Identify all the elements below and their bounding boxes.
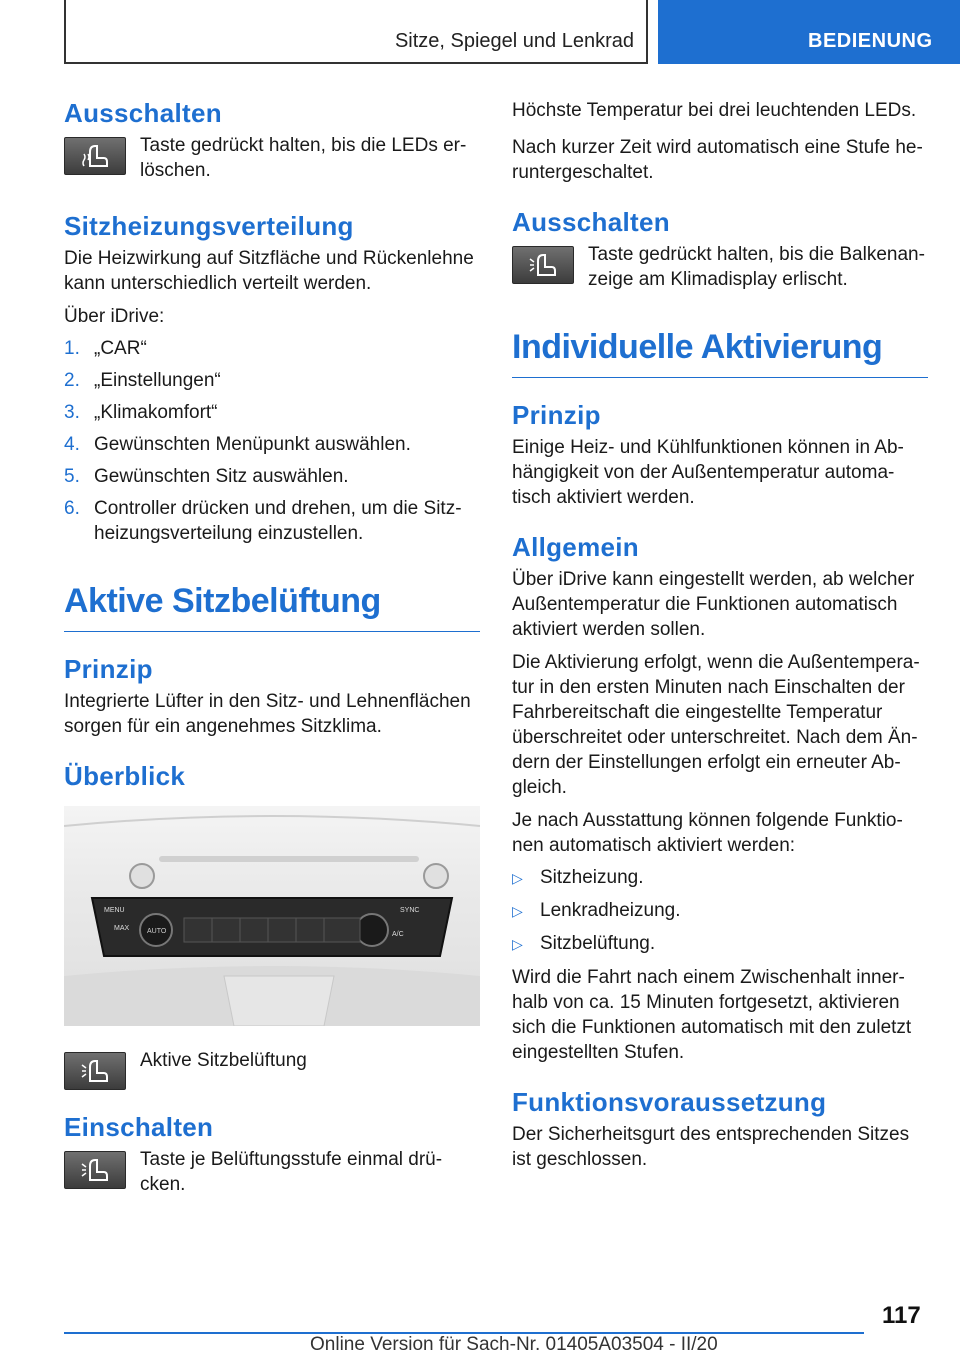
- panel-ac-label: A/C: [392, 931, 404, 938]
- temperature-text: Höchste Temperatur bei drei leuchtenden LEDs.: [512, 100, 917, 121]
- header-tab: [658, 0, 960, 64]
- seat-ventilation-key-icon: [64, 1052, 126, 1090]
- header-tab-label: BEDIENUNG: [808, 30, 933, 52]
- panel-sync-label: SYNC: [400, 907, 420, 914]
- ausschalten-row: [64, 133, 480, 183]
- caption-row: [64, 1048, 480, 1090]
- heading-allgemein: Allgemein: [512, 532, 639, 562]
- einschalten-text: Taste je Belüftungsstufe einmal drü‐cken.: [140, 1149, 443, 1195]
- list-item: 5. Gewünschten Sitz auswählen.: [64, 466, 349, 487]
- prinzip-text: Integrierte Lüfter in den Sitz- und Lehnenflächen sorgen für ein angenehmes Sitzklima.: [64, 691, 471, 737]
- ausschalten-row: [512, 242, 928, 292]
- heading-funktionsvoraussetzung: Funktionsvoraussetzung: [512, 1087, 827, 1117]
- heading-einschalten: Einschalten: [64, 1112, 214, 1142]
- seat-ventilation-key-icon: [512, 246, 574, 284]
- heading-aktive-sitzbelueftung: Aktive Sitzbelüftung: [64, 568, 480, 632]
- list-item: ▷ Sitzbelüftung.: [512, 931, 928, 957]
- list-item: 3. „Klimakomfort“: [64, 402, 218, 423]
- prinzip-text: Einige Heiz- und Kühlfunktionen können in Ab‐hängigkeit von der Außentemperatur automa‐tisch aktiviert werden.: [512, 437, 904, 508]
- panel-auto-label: AUTO: [147, 928, 167, 935]
- allgemein-text-1: Über iDrive kann eingestellt werden, ab welcher Außentemperatur die Funktionen automatisch aktiviert werden sollen.: [512, 569, 915, 640]
- heading-sitzheizungsverteilung: Sitzheizungsverteilung: [64, 211, 354, 241]
- allgemein-text-3: Je nach Ausstattung können folgende Funktio‐nen automatisch aktiviert werden:: [512, 810, 903, 856]
- funktion-text: Der Sicherheitsgurt des entsprechenden Sitzes ist geschlossen.: [512, 1124, 910, 1170]
- photo-caption: Aktive Sitzbelüftung: [140, 1050, 307, 1071]
- heading-prinzip: Prinzip: [512, 400, 601, 430]
- heading-ueberblick: Überblick: [64, 761, 186, 791]
- climate-panel-drawing: [64, 806, 480, 1026]
- ausschalten-text: Taste gedrückt halten, bis die Balkenan‐zeige am Klimadisplay erlischt.: [588, 244, 925, 290]
- page-number: 117: [882, 1302, 921, 1329]
- panel-menu-label: MENU: [104, 907, 125, 914]
- footer-version: Online Version für Sach-Nr. 01405A03504 - II/20: [310, 1334, 718, 1355]
- list-item: 1. „CAR“: [64, 338, 147, 359]
- header-section-box: [64, 0, 648, 64]
- heading-ausschalten: Ausschalten: [64, 98, 222, 128]
- list-item: 2. „Einstellungen“: [64, 370, 221, 391]
- heading-prinzip: Prinzip: [64, 654, 153, 684]
- list-item: ▷ Lenkradheizung.: [512, 898, 928, 924]
- seat-ventilation-key-icon: [64, 1151, 126, 1189]
- triangle-bullet-icon: ▷: [512, 870, 523, 886]
- idrive-label: Über iDrive:: [64, 306, 165, 327]
- list-item: 4. Gewünschten Menüpunkt auswählen.: [64, 434, 411, 455]
- heading-individuelle-aktivierung: Individuelle Aktivierung: [512, 314, 928, 378]
- left-column: [64, 98, 480, 1197]
- list-item: ▷ Sitzheizung.: [512, 865, 928, 891]
- verteilung-text: Die Heizwirkung auf Sitzfläche und Rückenlehne kann unterschiedlich verteilt werden.: [64, 248, 474, 294]
- triangle-bullet-icon: ▷: [512, 903, 523, 919]
- header-section-title: Sitze, Spiegel und Lenkrad: [394, 30, 634, 52]
- steps-list: [64, 336, 480, 546]
- right-column: [512, 98, 928, 1172]
- climate-panel-photo: [64, 806, 480, 1026]
- stufe-text: Nach kurzer Zeit wird automatisch eine Stufe he‐runtergeschaltet.: [512, 137, 923, 183]
- allgemein-text-2: Die Aktivierung erfolgt, wenn die Außentempera‐tur in den ersten Minuten nach Einschalten der Fahrbereitschaft die eingestellte Temperatur überschreitet oder unterschreitet. Nach dem Än‐dern der Einstellungen erfolgt ein erneuter Ab‐gleich.: [512, 652, 920, 798]
- triangle-bullet-icon: ▷: [512, 936, 523, 952]
- heading-ausschalten: Ausschalten: [512, 207, 670, 237]
- list-item: 6. Controller drücken und drehen, um die Sitz‐heizungsverteilung einzustellen.: [64, 498, 462, 544]
- seat-heating-key-icon: [64, 137, 126, 175]
- allgemein-text-4: Wird die Fahrt nach einem Zwischenhalt inner‐halb von ca. 15 Minuten fortgesetzt, aktivieren sich die Funktionen automatisch mit den zuletzt eingestellten Stufen.: [512, 967, 912, 1063]
- auto-functions-list: [512, 865, 928, 957]
- panel-max-label: MAX: [114, 925, 130, 932]
- ausschalten-text: Taste gedrückt halten, bis die LEDs er‐löschen.: [140, 135, 467, 181]
- einschalten-row: [64, 1147, 480, 1197]
